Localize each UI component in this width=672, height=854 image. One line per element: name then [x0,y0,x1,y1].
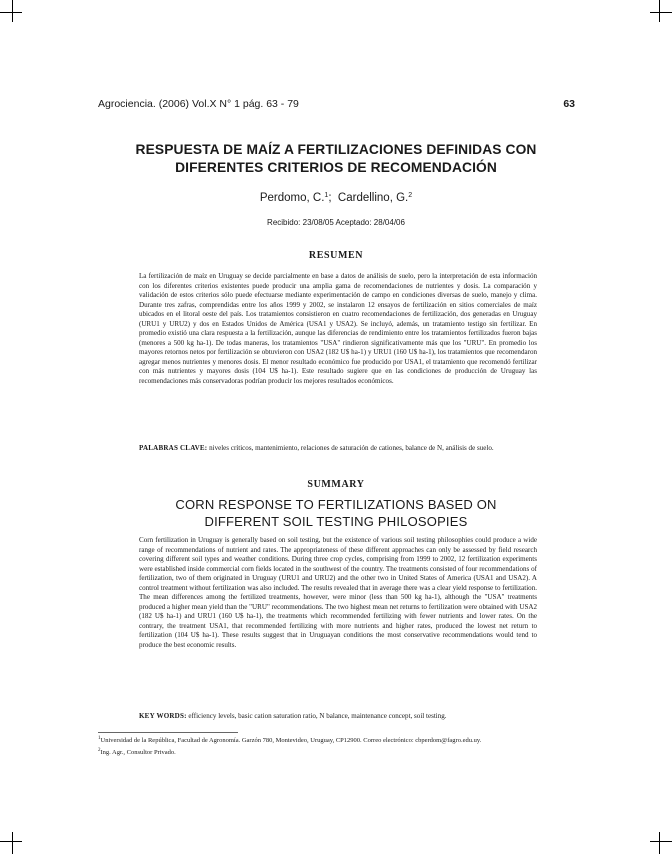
crop-mark [650,12,672,13]
keywords-en [139,712,537,722]
english-title [90,496,582,530]
resumen-heading: RESUMEN [308,250,364,261]
crop-mark [0,841,22,842]
received-dates: Recibido: 23/08/05 Aceptado: 28/04/06 [267,218,405,227]
keywords-es [139,444,616,454]
crop-mark [650,841,672,842]
page-number: 63 [563,98,575,110]
author-separator: ; [328,192,332,204]
article-title-line: RESPUESTA DE MAÍZ A FERTILIZACIONES DEFINIDAS CON [135,142,537,157]
journal-citation: Agrociencia. (2006) Vol.X N° 1 pág. 63 - 79 [98,98,299,110]
footnote-mark: 2 [98,747,101,753]
footnote [98,734,578,746]
article-title-line: DIFERENTES CRITERIOS DE RECOMENDACIÓN [175,160,497,175]
footnote [98,746,578,758]
crop-mark [659,0,660,22]
english-title-line: CORN RESPONSE TO FERTILIZATIONS BASED ON [175,497,497,512]
crop-mark [12,832,13,854]
footnote-rule [98,732,238,733]
affiliation-mark: 2 [408,192,413,199]
keywords-list: niveles críticos, mantenimiento, relaciones de saturación de cationes, balance de N, análisis de suelo. [209,444,494,452]
english-title-line: DIFFERENT SOIL TESTING PHILOSOPIES [204,514,468,529]
author-name: Cardellino, G. [337,192,409,204]
keywords-list: efficiency levels, basic cation saturation ratio, N balance, maintenance concept, soil testing. [188,712,447,720]
authors [0,192,672,204]
crop-mark [12,0,13,22]
author-name: Perdomo, C. [259,192,325,204]
summary-heading: SUMMARY [307,479,365,490]
keywords-label: KEY WORDS: [139,712,187,720]
article-title [90,141,582,177]
footnote-text: Universidad de la República, Facultad de Agronomía. Garzón 780, Montevideo, Uruguay, CP12900. Correo electrónico: cbperdom@fagro.edu.uy. [100,737,482,744]
footnote-text: Ing. Agr., Consultor Privado. [100,748,176,756]
resumen-text: La fertilización de maíz en Uruguay se decide parcialmente en base a datos de análisis de suelo, pero la interpretación de esta información con los diferentes criterios existentes puede producir una amplia gama de recomendaciones de nutrientes y dosis. La comparación y validación de estos criterios sólo puede efectuarse mediante experimentación de campo en condiciones diversas de suelo, manejo y clima. Durante tres zafras, comprendidas entre los años 1999 y 2002, se instalaron 12 ensayos de fertilización en sitios comerciales de maíz ubicados en el litoral oeste del país. Los tratamientos consistieron en cuatro recomendaciones de fertilización, dos generadas en Uruguay (URU1 y URU2) y dos en Estados Unidos de América (USA1 y USA2). Se incluyó, además, un tratamiento testigo sin fertilizar. En promedio existió una clara respuesta a la fertilización, aunque las diferencias de rendimiento entre los tratamientos fertilizados fueron bajas (menores a 500 kg ha-1). De todas maneras, los tratamientos "USA" rindieron significativamente más que los "URU". En promedio los mayores retornos netos por fertilización se obtuvieron con USA2 (182 U$ ha-1) y URU1 (160 U$ ha-1), los tratamientos que recomendaron agregar menos nutrientes y menores dosis. El menor resultado económico fue producido por USA1, el tratamiento que recomendó fertilizar con más nutrientes y mayores dosis (104 U$ ha-1). Este resultado sugiere que en las condiciones de producción de Uruguay las recomendaciones más conservadoras podrían producir los mejores resultados económicos. [139,272,537,386]
footnote-mark: 1 [98,736,101,741]
footnotes [98,734,578,757]
crop-mark [659,832,660,854]
summary-text: Corn fertilization in Uruguay is generally based on soil testing, but the existence of various soil testing philosophies could produce a wide range of recommendations of nutrient and rates. The appropriateness of these different approaches can only be assessed by field research covering different soil types and weather conditions. During three crop cycles, comprising from 1999 to 2002, 12 fertilization experiments were established inside commercial corn fields located in the southwest of the country. The treatments consisted of four recommendations of fertilization, two of them originated in Uruguay (URU1 and URU2) and the other two in United States of America (USA1 and USA2). A control treatment without fertilization was also included. The results revealed that in average there was a clear yield response to fertilization. The mean differences among the fertilized treatments, however, were minor (less than 500 kg ha-1), although the "USA" treatments produced a higher mean yield than the "URU" recommendations. The two highest mean net returns to fertilization were obtained with USA2 (182 U$ ha-1) and URU1 (160 U$ ha-1), the treatments which recommended fertilizing with fewer nutrients and lower rates. On the contrary, the treatment USA1, that recommended fertilizing with more nutrients and higher rates, produced the lowest net return to fertilization (104 U$ ha-1). These results suggest that in Uruguayan conditions the most conservative recommendations would tend to produce the best economic results. [139,536,537,650]
keywords-label: PALABRAS CLAVE: [139,444,208,452]
crop-mark [0,12,22,13]
affiliation-mark: 1 [324,192,329,199]
